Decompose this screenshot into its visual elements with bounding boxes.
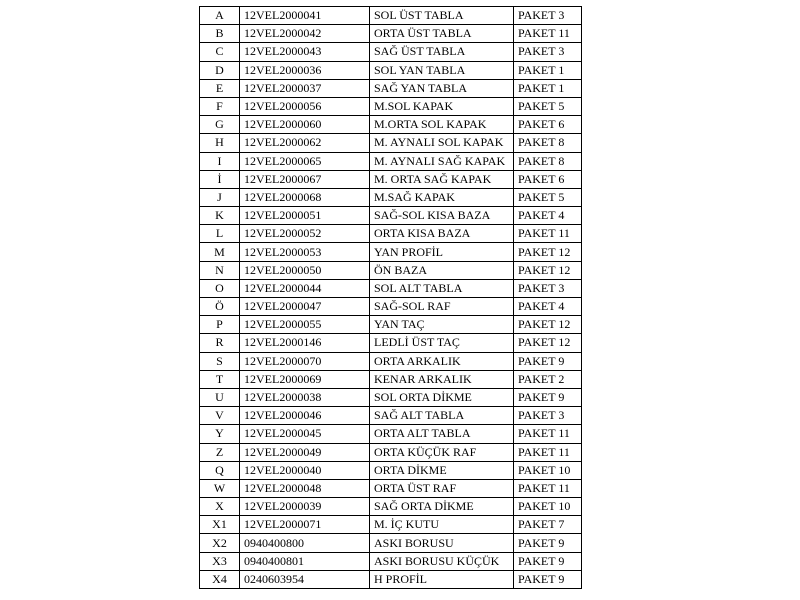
- table-row: [200, 461, 582, 479]
- part-name-cell: SAĞ ORTA DİKME: [370, 498, 514, 516]
- part-code-cell: 12VEL2000038: [240, 388, 370, 406]
- part-letter-cell: W: [200, 479, 240, 497]
- part-name-cell: ORTA ÜST RAF: [370, 479, 514, 497]
- table-row: [200, 152, 582, 170]
- part-letter-cell: B: [200, 25, 240, 43]
- part-letter-cell: S: [200, 352, 240, 370]
- part-letter-cell: E: [200, 79, 240, 97]
- package-cell: PAKET 9: [514, 352, 582, 370]
- part-code-cell: 12VEL2000043: [240, 43, 370, 61]
- part-code-cell: 12VEL2000040: [240, 461, 370, 479]
- part-code-cell: 12VEL2000071: [240, 516, 370, 534]
- part-name-cell: ORTA KISA BAZA: [370, 225, 514, 243]
- part-code-cell: 12VEL2000062: [240, 134, 370, 152]
- part-code-cell: 0240603954: [240, 570, 370, 588]
- part-code-cell: 12VEL2000046: [240, 407, 370, 425]
- part-name-cell: M.SAĞ KAPAK: [370, 188, 514, 206]
- package-cell: PAKET 12: [514, 334, 582, 352]
- part-name-cell: SAĞ ALT TABLA: [370, 407, 514, 425]
- part-code-cell: 12VEL2000056: [240, 97, 370, 115]
- part-name-cell: H PROFİL: [370, 570, 514, 588]
- part-code-cell: 12VEL2000039: [240, 498, 370, 516]
- package-cell: PAKET 3: [514, 407, 582, 425]
- package-cell: PAKET 11: [514, 225, 582, 243]
- part-letter-cell: X1: [200, 516, 240, 534]
- part-letter-cell: C: [200, 43, 240, 61]
- package-cell: PAKET 7: [514, 516, 582, 534]
- part-name-cell: M.SOL KAPAK: [370, 97, 514, 115]
- table-row: [200, 207, 582, 225]
- part-code-cell: 12VEL2000070: [240, 352, 370, 370]
- table-row: [200, 425, 582, 443]
- package-cell: PAKET 12: [514, 261, 582, 279]
- table-row: [200, 25, 582, 43]
- part-letter-cell: X2: [200, 534, 240, 552]
- part-letter-cell: K: [200, 207, 240, 225]
- part-name-cell: SAĞ-SOL RAF: [370, 298, 514, 316]
- package-cell: PAKET 9: [514, 570, 582, 588]
- table-row: [200, 279, 582, 297]
- table-row: [200, 370, 582, 388]
- part-letter-cell: R: [200, 334, 240, 352]
- part-code-cell: 12VEL2000037: [240, 79, 370, 97]
- table-row: [200, 334, 582, 352]
- part-code-cell: 12VEL2000052: [240, 225, 370, 243]
- package-cell: PAKET 5: [514, 97, 582, 115]
- package-cell: PAKET 12: [514, 243, 582, 261]
- package-cell: PAKET 1: [514, 79, 582, 97]
- package-cell: PAKET 4: [514, 207, 582, 225]
- part-letter-cell: M: [200, 243, 240, 261]
- table-row: [200, 407, 582, 425]
- table-row: [200, 534, 582, 552]
- part-name-cell: M. AYNALI SAĞ KAPAK: [370, 152, 514, 170]
- part-name-cell: ORTA ÜST TABLA: [370, 25, 514, 43]
- part-code-cell: 12VEL2000049: [240, 443, 370, 461]
- part-code-cell: 12VEL2000048: [240, 479, 370, 497]
- part-letter-cell: T: [200, 370, 240, 388]
- table-row: [200, 552, 582, 570]
- part-letter-cell: H: [200, 134, 240, 152]
- table-row: [200, 261, 582, 279]
- package-cell: PAKET 9: [514, 552, 582, 570]
- package-cell: PAKET 8: [514, 134, 582, 152]
- part-name-cell: SOL ÜST TABLA: [370, 7, 514, 25]
- part-letter-cell: Q: [200, 461, 240, 479]
- package-cell: PAKET 8: [514, 152, 582, 170]
- package-cell: PAKET 2: [514, 370, 582, 388]
- part-name-cell: M. ORTA SAĞ KAPAK: [370, 170, 514, 188]
- table-row: [200, 225, 582, 243]
- package-cell: PAKET 12: [514, 316, 582, 334]
- part-letter-cell: İ: [200, 170, 240, 188]
- part-letter-cell: L: [200, 225, 240, 243]
- table-row: [200, 298, 582, 316]
- part-letter-cell: U: [200, 388, 240, 406]
- part-code-cell: 12VEL2000041: [240, 7, 370, 25]
- part-name-cell: KENAR ARKALIK: [370, 370, 514, 388]
- table-row: [200, 79, 582, 97]
- package-cell: PAKET 10: [514, 461, 582, 479]
- table-row: [200, 479, 582, 497]
- part-letter-cell: X4: [200, 570, 240, 588]
- part-code-cell: 12VEL2000146: [240, 334, 370, 352]
- part-name-cell: SOL ORTA DİKME: [370, 388, 514, 406]
- part-name-cell: ÖN BAZA: [370, 261, 514, 279]
- parts-table-body: [200, 7, 582, 589]
- part-code-cell: 12VEL2000036: [240, 61, 370, 79]
- part-code-cell: 12VEL2000069: [240, 370, 370, 388]
- table-row: [200, 188, 582, 206]
- package-cell: PAKET 3: [514, 43, 582, 61]
- part-code-cell: 12VEL2000045: [240, 425, 370, 443]
- part-letter-cell: V: [200, 407, 240, 425]
- part-letter-cell: I: [200, 152, 240, 170]
- part-name-cell: SOL ALT TABLA: [370, 279, 514, 297]
- part-code-cell: 12VEL2000047: [240, 298, 370, 316]
- part-letter-cell: D: [200, 61, 240, 79]
- part-name-cell: LEDLİ ÜST TAÇ: [370, 334, 514, 352]
- part-code-cell: 0940400801: [240, 552, 370, 570]
- part-code-cell: 12VEL2000044: [240, 279, 370, 297]
- part-code-cell: 12VEL2000065: [240, 152, 370, 170]
- table-row: [200, 97, 582, 115]
- part-name-cell: SOL YAN TABLA: [370, 61, 514, 79]
- part-name-cell: ORTA ALT TABLA: [370, 425, 514, 443]
- package-cell: PAKET 1: [514, 61, 582, 79]
- part-name-cell: ASKI BORUSU: [370, 534, 514, 552]
- part-letter-cell: J: [200, 188, 240, 206]
- table-row: [200, 498, 582, 516]
- table-row: [200, 388, 582, 406]
- part-letter-cell: F: [200, 97, 240, 115]
- part-letter-cell: Ö: [200, 298, 240, 316]
- part-name-cell: SAĞ YAN TABLA: [370, 79, 514, 97]
- table-row: [200, 134, 582, 152]
- package-cell: PAKET 3: [514, 7, 582, 25]
- part-name-cell: SAĞ-SOL KISA BAZA: [370, 207, 514, 225]
- part-code-cell: 12VEL2000051: [240, 207, 370, 225]
- package-cell: PAKET 6: [514, 170, 582, 188]
- part-letter-cell: X: [200, 498, 240, 516]
- table-row: [200, 316, 582, 334]
- part-letter-cell: X3: [200, 552, 240, 570]
- part-code-cell: 12VEL2000042: [240, 25, 370, 43]
- table-row: [200, 516, 582, 534]
- part-letter-cell: P: [200, 316, 240, 334]
- part-name-cell: SAĞ ÜST TABLA: [370, 43, 514, 61]
- table-row: [200, 243, 582, 261]
- package-cell: PAKET 9: [514, 388, 582, 406]
- part-letter-cell: N: [200, 261, 240, 279]
- part-letter-cell: G: [200, 116, 240, 134]
- part-name-cell: YAN PROFİL: [370, 243, 514, 261]
- package-cell: PAKET 3: [514, 279, 582, 297]
- part-code-cell: 0940400800: [240, 534, 370, 552]
- package-cell: PAKET 11: [514, 479, 582, 497]
- table-row: [200, 43, 582, 61]
- part-name-cell: ORTA DİKME: [370, 461, 514, 479]
- part-code-cell: 12VEL2000055: [240, 316, 370, 334]
- package-cell: PAKET 6: [514, 116, 582, 134]
- part-letter-cell: Z: [200, 443, 240, 461]
- package-cell: PAKET 10: [514, 498, 582, 516]
- part-code-cell: 12VEL2000050: [240, 261, 370, 279]
- part-code-cell: 12VEL2000068: [240, 188, 370, 206]
- package-cell: PAKET 9: [514, 534, 582, 552]
- package-cell: PAKET 11: [514, 25, 582, 43]
- parts-table: [199, 6, 582, 589]
- table-row: [200, 170, 582, 188]
- package-cell: PAKET 11: [514, 425, 582, 443]
- package-cell: PAKET 4: [514, 298, 582, 316]
- part-name-cell: ORTA KÜÇÜK RAF: [370, 443, 514, 461]
- table-row: [200, 61, 582, 79]
- part-name-cell: ORTA ARKALIK: [370, 352, 514, 370]
- table-row: [200, 443, 582, 461]
- part-code-cell: 12VEL2000060: [240, 116, 370, 134]
- part-letter-cell: Y: [200, 425, 240, 443]
- part-name-cell: ASKI BORUSU KÜÇÜK: [370, 552, 514, 570]
- part-code-cell: 12VEL2000053: [240, 243, 370, 261]
- part-letter-cell: O: [200, 279, 240, 297]
- part-code-cell: 12VEL2000067: [240, 170, 370, 188]
- package-cell: PAKET 5: [514, 188, 582, 206]
- package-cell: PAKET 11: [514, 443, 582, 461]
- part-name-cell: M. AYNALI SOL KAPAK: [370, 134, 514, 152]
- table-row: [200, 352, 582, 370]
- table-row: [200, 7, 582, 25]
- table-row: [200, 116, 582, 134]
- part-name-cell: M.ORTA SOL KAPAK: [370, 116, 514, 134]
- part-letter-cell: A: [200, 7, 240, 25]
- part-name-cell: M. İÇ KUTU: [370, 516, 514, 534]
- table-row: [200, 570, 582, 588]
- part-name-cell: YAN TAÇ: [370, 316, 514, 334]
